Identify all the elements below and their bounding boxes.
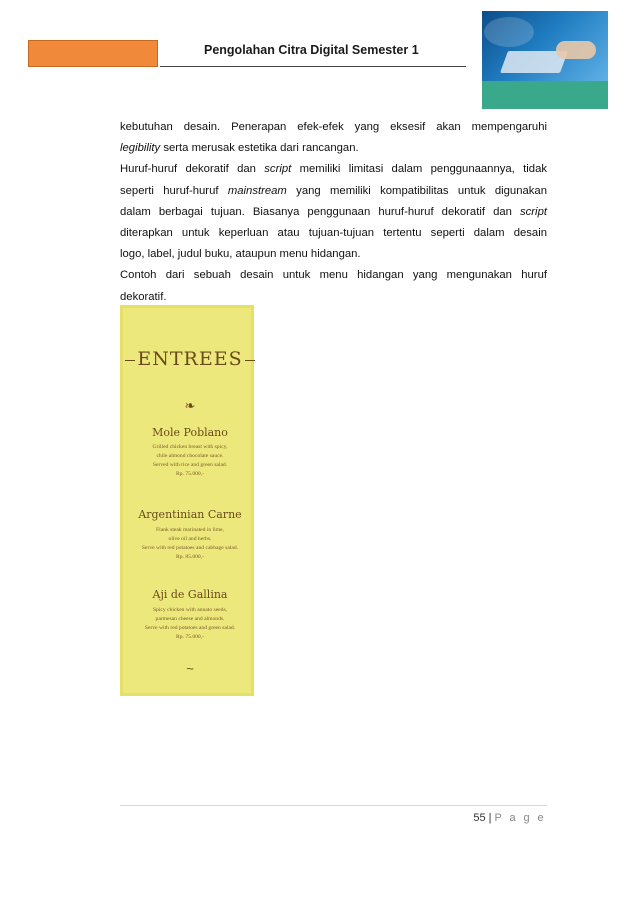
menu-ornament-icon: ❧ xyxy=(184,398,196,413)
header-accent-bar xyxy=(28,40,158,67)
page-label: P a g e xyxy=(494,812,546,824)
body-line-3: Huruf-huruf dekoratif dan script memiliki limitasi dalam penggunaannya, tidak xyxy=(120,163,547,176)
menu-dish-name: Argentinian Carne xyxy=(138,508,242,521)
header-rule xyxy=(160,66,466,67)
menu-image xyxy=(120,305,254,696)
header-title: Pengolahan Citra Digital Semester 1 xyxy=(204,43,419,57)
menu-dish-desc: Spicy chicken with annato seeds, parmesan cheese and almonds. Serve with red potatoes and green salad. Rp. 75.000,- xyxy=(144,607,236,640)
footer-rule xyxy=(120,805,547,806)
body-line-2-rest: serta merusak estetika dari rancangan. xyxy=(160,142,359,155)
menu-dish-desc: Grilled chicken breast with spicy, chile almond chocolate sauce. Served with rice and green salad. Rp. 75.000,- xyxy=(152,444,228,477)
body-line-7: logo, label, judul buku, ataupun menu hidangan. xyxy=(120,248,361,261)
page-number: 55 xyxy=(473,812,486,824)
page-footer xyxy=(473,812,546,824)
footer-separator: | xyxy=(488,812,492,824)
body-line-1: kebutuhan desain. Penerapan efek-efek yang eksesif akan mempengaruhi xyxy=(120,121,547,133)
body-line-5: dalam berbagai tujuan. Biasanya penggunaan huruf-huruf dekoratif dan script xyxy=(120,205,547,218)
body-line-8: Contoh dari sebuah desain untuk menu hidangan yang mengunakan huruf xyxy=(120,269,547,282)
header-image xyxy=(482,11,608,109)
body-line-9: dekoratif. xyxy=(120,290,167,303)
body-line-2-italic: legibility xyxy=(120,142,161,155)
body-line-6: diterapkan untuk keperluan atau tujuan-tujuan tertentu seperti dalam desain xyxy=(120,227,547,240)
menu-dish-name: Aji de Gallina xyxy=(152,588,228,601)
menu-dish-desc: Flank steak marinated in lime, olive oil and herbs. Serve with red potatoes and cabbage salad. Rp. 85.000,- xyxy=(141,527,239,560)
body-text xyxy=(120,117,547,308)
body-line-2 xyxy=(120,138,547,159)
menu-dish-name: Mole Poblano xyxy=(152,426,228,439)
menu-heading: ENTREES xyxy=(123,348,257,370)
body-line-4: seperti huruf-huruf mainstream yang memiliki kompatibilitas untuk digunakan xyxy=(120,184,547,197)
menu-flourish-icon: ~ xyxy=(186,661,194,676)
